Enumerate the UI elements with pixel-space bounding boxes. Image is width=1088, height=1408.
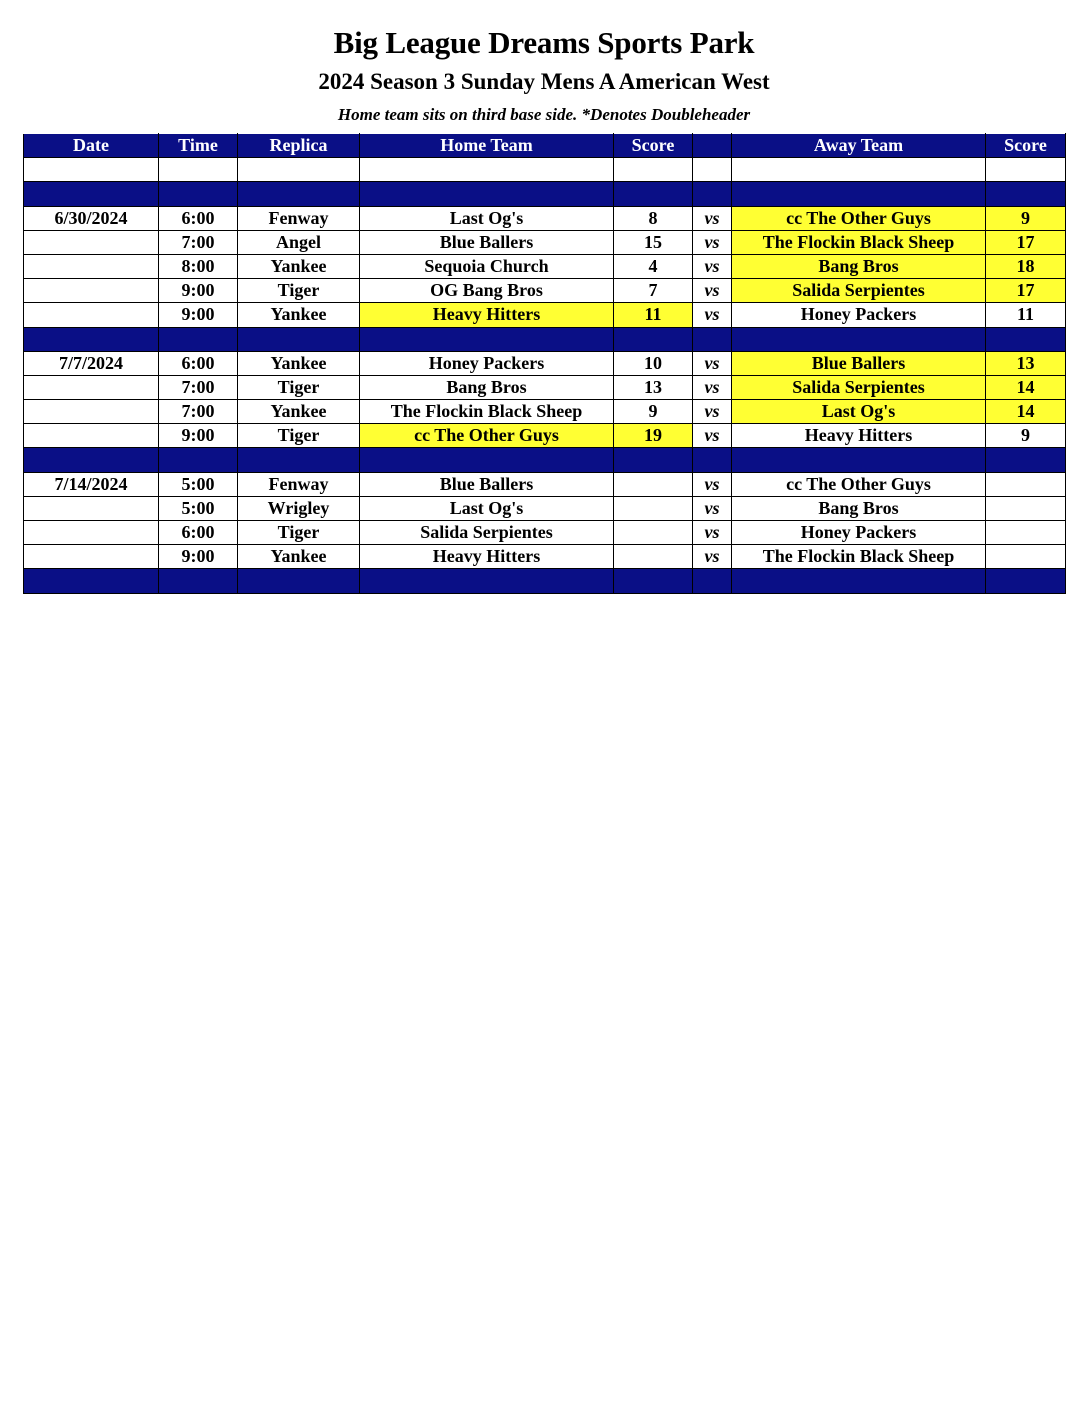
home-team: Last Og's (360, 496, 614, 520)
page-title: Big League Dreams Sports Park (333, 25, 755, 60)
page-subtitle: 2024 Season 3 Sunday Mens A American West (318, 69, 770, 94)
empty-cell (159, 182, 238, 206)
away-team: Bang Bros (732, 496, 986, 520)
game-time: 5:00 (159, 472, 238, 496)
away-score: 18 (986, 254, 1066, 278)
empty-cell (238, 569, 360, 593)
home-team: Blue Ballers (360, 472, 614, 496)
away-team: Honey Packers (732, 303, 986, 327)
col-header-home-score: Score (614, 134, 693, 158)
home-score: 7 (614, 279, 693, 303)
home-team: Heavy Hitters (360, 545, 614, 569)
empty-cell (159, 448, 238, 472)
game-row (24, 206, 1066, 230)
vs-label: vs (693, 351, 732, 375)
game-replica-field: Yankee (238, 400, 360, 424)
game-date (24, 400, 159, 424)
away-team: Heavy Hitters (732, 424, 986, 448)
game-replica-field: Yankee (238, 545, 360, 569)
empty-cell (693, 158, 732, 182)
away-score (986, 472, 1066, 496)
col-header-home-team: Home Team (360, 134, 614, 158)
game-replica-field: Fenway (238, 472, 360, 496)
home-score: 4 (614, 254, 693, 278)
vs-label: vs (693, 545, 732, 569)
vs-label: vs (693, 521, 732, 545)
empty-cell (360, 448, 614, 472)
vs-label: vs (693, 400, 732, 424)
empty-cell (732, 448, 986, 472)
away-team: Bang Bros (732, 254, 986, 278)
game-row (24, 545, 1066, 569)
home-score: 10 (614, 351, 693, 375)
schedule-body (24, 158, 1066, 593)
away-team: Salida Serpientes (732, 375, 986, 399)
empty-cell (986, 448, 1066, 472)
home-team: Honey Packers (360, 351, 614, 375)
page-note: Home team sits on third base side. *Denotes Doubleheader (337, 105, 751, 124)
game-row (24, 254, 1066, 278)
home-team: Heavy Hitters (360, 303, 614, 327)
vs-label: vs (693, 279, 732, 303)
game-row (24, 521, 1066, 545)
empty-cell (693, 569, 732, 593)
away-team: Honey Packers (732, 521, 986, 545)
home-score (614, 472, 693, 496)
away-score: 9 (986, 424, 1066, 448)
game-row (24, 472, 1066, 496)
empty-cell (360, 158, 614, 182)
home-team: OG Bang Bros (360, 279, 614, 303)
game-time: 7:00 (159, 400, 238, 424)
game-time: 9:00 (159, 303, 238, 327)
home-team: Bang Bros (360, 375, 614, 399)
game-time: 6:00 (159, 206, 238, 230)
empty-cell (24, 182, 159, 206)
home-score: 9 (614, 400, 693, 424)
empty-cell (986, 158, 1066, 182)
game-replica-field: Tiger (238, 375, 360, 399)
empty-cell (238, 448, 360, 472)
empty-cell (614, 327, 693, 351)
away-team: Last Og's (732, 400, 986, 424)
away-score: 17 (986, 230, 1066, 254)
game-replica-field: Tiger (238, 424, 360, 448)
empty-cell (614, 182, 693, 206)
blank-row (24, 158, 1066, 182)
empty-cell (24, 448, 159, 472)
vs-label: vs (693, 496, 732, 520)
game-row (24, 230, 1066, 254)
col-header-away-team: Away Team (732, 134, 986, 158)
game-date (24, 375, 159, 399)
col-header-away-score: Score (986, 134, 1066, 158)
game-row (24, 400, 1066, 424)
game-date: 7/14/2024 (24, 472, 159, 496)
vs-label: vs (693, 303, 732, 327)
empty-cell (360, 182, 614, 206)
empty-cell (614, 158, 693, 182)
game-row (24, 424, 1066, 448)
game-date (24, 496, 159, 520)
game-replica-field: Yankee (238, 303, 360, 327)
separator-row (24, 569, 1066, 593)
away-score (986, 521, 1066, 545)
away-score (986, 545, 1066, 569)
away-score: 13 (986, 351, 1066, 375)
empty-cell (693, 448, 732, 472)
home-score: 11 (614, 303, 693, 327)
game-date: 7/7/2024 (24, 351, 159, 375)
game-time: 6:00 (159, 351, 238, 375)
empty-cell (238, 182, 360, 206)
away-team: Salida Serpientes (732, 279, 986, 303)
away-team: The Flockin Black Sheep (732, 230, 986, 254)
game-replica-field: Yankee (238, 351, 360, 375)
header-row (24, 134, 1066, 158)
vs-label: vs (693, 375, 732, 399)
empty-cell (614, 448, 693, 472)
game-date (24, 545, 159, 569)
empty-cell (238, 327, 360, 351)
game-date: 6/30/2024 (24, 206, 159, 230)
empty-cell (732, 327, 986, 351)
away-team: cc The Other Guys (732, 206, 986, 230)
home-score (614, 545, 693, 569)
home-team: The Flockin Black Sheep (360, 400, 614, 424)
game-date (24, 521, 159, 545)
game-time: 9:00 (159, 424, 238, 448)
empty-cell (360, 327, 614, 351)
schedule-table (23, 133, 1066, 594)
game-time: 7:00 (159, 375, 238, 399)
game-date (24, 230, 159, 254)
home-team: Sequoia Church (360, 254, 614, 278)
vs-label: vs (693, 424, 732, 448)
game-time: 6:00 (159, 521, 238, 545)
game-replica-field: Wrigley (238, 496, 360, 520)
empty-cell (614, 569, 693, 593)
empty-cell (986, 569, 1066, 593)
game-date (24, 254, 159, 278)
col-header-vs (693, 134, 732, 158)
away-team: The Flockin Black Sheep (732, 545, 986, 569)
empty-cell (732, 182, 986, 206)
empty-cell (693, 182, 732, 206)
vs-label: vs (693, 206, 732, 230)
away-team: Blue Ballers (732, 351, 986, 375)
vs-label: vs (693, 472, 732, 496)
game-time: 9:00 (159, 279, 238, 303)
empty-cell (24, 158, 159, 182)
game-row (24, 375, 1066, 399)
separator-row (24, 448, 1066, 472)
away-score: 17 (986, 279, 1066, 303)
home-team: Salida Serpientes (360, 521, 614, 545)
home-team: cc The Other Guys (360, 424, 614, 448)
home-score: 13 (614, 375, 693, 399)
col-header-replica: Replica (238, 134, 360, 158)
away-score: 11 (986, 303, 1066, 327)
empty-cell (238, 158, 360, 182)
col-header-time: Time (159, 134, 238, 158)
game-row (24, 496, 1066, 520)
empty-cell (159, 327, 238, 351)
away-score: 14 (986, 375, 1066, 399)
empty-cell (360, 569, 614, 593)
game-row (24, 279, 1066, 303)
vs-label: vs (693, 254, 732, 278)
home-score: 8 (614, 206, 693, 230)
game-time: 5:00 (159, 496, 238, 520)
game-replica-field: Angel (238, 230, 360, 254)
empty-cell (24, 569, 159, 593)
vs-label: vs (693, 230, 732, 254)
empty-cell (159, 158, 238, 182)
home-team: Last Og's (360, 206, 614, 230)
home-score (614, 521, 693, 545)
empty-cell (986, 182, 1066, 206)
game-time: 9:00 (159, 545, 238, 569)
home-score: 19 (614, 424, 693, 448)
game-row (24, 303, 1066, 327)
separator-row (24, 182, 1066, 206)
away-team: cc The Other Guys (732, 472, 986, 496)
game-date (24, 303, 159, 327)
game-time: 7:00 (159, 230, 238, 254)
game-replica-field: Tiger (238, 279, 360, 303)
game-time: 8:00 (159, 254, 238, 278)
game-replica-field: Yankee (238, 254, 360, 278)
game-replica-field: Fenway (238, 206, 360, 230)
game-replica-field: Tiger (238, 521, 360, 545)
away-score: 9 (986, 206, 1066, 230)
col-header-date: Date (24, 134, 159, 158)
home-team: Blue Ballers (360, 230, 614, 254)
empty-cell (24, 327, 159, 351)
game-date (24, 424, 159, 448)
empty-cell (732, 158, 986, 182)
away-score (986, 496, 1066, 520)
home-score (614, 496, 693, 520)
empty-cell (693, 327, 732, 351)
home-score: 15 (614, 230, 693, 254)
game-date (24, 279, 159, 303)
separator-row (24, 327, 1066, 351)
away-score: 14 (986, 400, 1066, 424)
empty-cell (732, 569, 986, 593)
empty-cell (159, 569, 238, 593)
game-row (24, 351, 1066, 375)
empty-cell (986, 327, 1066, 351)
